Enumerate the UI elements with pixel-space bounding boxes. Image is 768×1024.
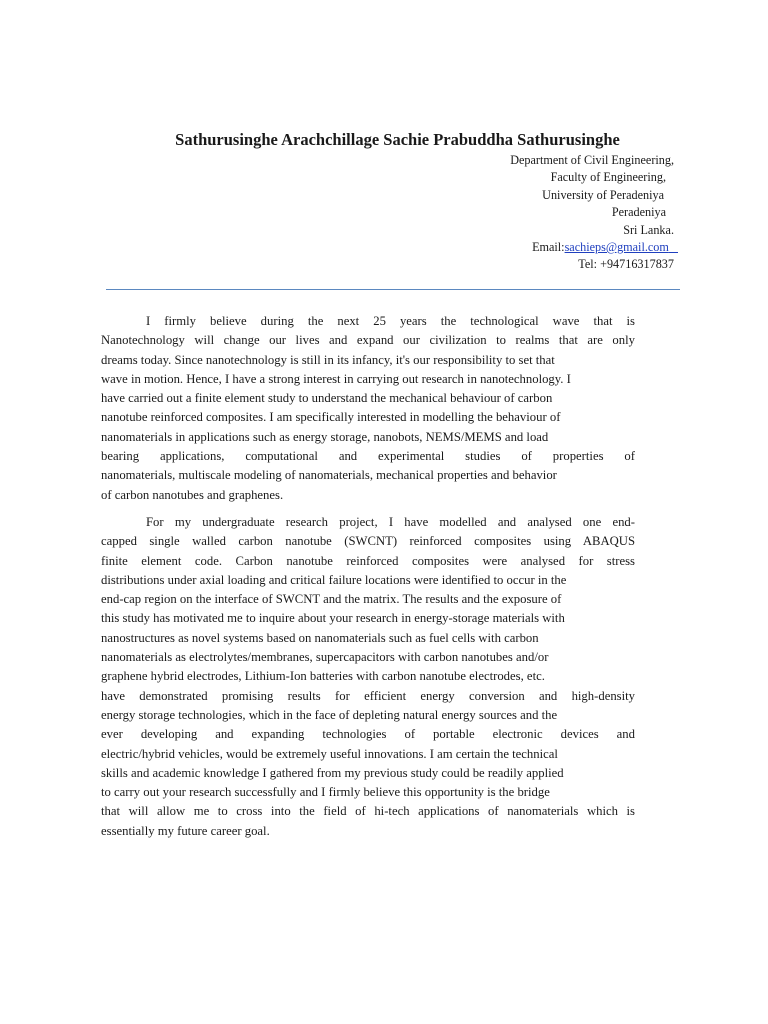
address-university: University of Peradeniya (542, 187, 664, 202)
address-department: Department of Civil Engineering, (510, 153, 674, 167)
text-line: essentially my future career goal. (101, 823, 270, 838)
text-line: graphene hybrid electrodes, Lithium-Ion batteries with carbon nanotube electrodes, etc. (101, 669, 545, 684)
header-divider (106, 289, 680, 290)
letter-body (101, 312, 635, 841)
text-line: For my undergraduate research project, I have modelled and analysed one end- (146, 514, 635, 529)
email-label: Email: (532, 240, 565, 255)
text-line: of carbon nanotubes and graphenes. (101, 487, 284, 502)
text-line: to carry out your research successfully and I firmly believe this opportunity is the bridge (101, 785, 550, 800)
applicant-name: Sathurusinghe Arachchillage Sachie Prabuddha Sathurusinghe (175, 130, 620, 149)
text-line: wave in motion. Hence, I have a strong interest in carrying out research in nanotechnology. I (101, 371, 571, 386)
text-line: distributions under axial loading and critical failure locations were identified to occur in the (101, 572, 567, 587)
text-line: finite element code. Carbon nanotube reinforced composites were analysed for stress (101, 553, 635, 568)
text-line: have carried out a finite element study to understand the mechanical behaviour of carbon (101, 391, 553, 406)
text-line: nanostructures as novel systems based on nanomaterials such as fuel cells with carbon (101, 630, 539, 645)
text-line: Nanotechnology will change our lives and expand our civilization to realms that are only (101, 333, 635, 348)
email-link[interactable]: sachieps@gmail.com (564, 240, 669, 255)
text-line: nanotube reinforced composites. I am specifically interested in modelling the behaviour of (101, 410, 561, 425)
paragraph-1 (101, 312, 635, 505)
text-line: energy storage technologies, which in the face of depleting natural energy sources and the (101, 707, 558, 722)
address-block (400, 152, 674, 274)
text-line: ever developing and expanding technologies of portable electronic devices and (101, 727, 635, 742)
address-telephone: Tel: +94716317837 (578, 257, 674, 272)
text-line: nanomaterials as electrolytes/membranes, supercapacitors with carbon nanotubes and/or (101, 650, 549, 665)
text-line: nanomaterials, multiscale modeling of nanomaterials, mechanical properties and behavior (101, 468, 557, 483)
address-faculty: Faculty of Engineering, (550, 170, 666, 185)
text-line: I firmly believe during the next 25 years the technological wave that is (146, 314, 635, 328)
email-link-underline-space (669, 240, 678, 254)
text-line: capped single walled carbon nanotube (SWCNT) reinforced composites using ABAQUS (101, 534, 635, 549)
text-line: skills and academic knowledge I gathered from my previous study could be readily applied (101, 765, 564, 780)
address-email-line (400, 239, 678, 256)
address-country: Sri Lanka. (623, 222, 674, 237)
text-line: bearing applications, computational and experimental studies of properties of (101, 449, 635, 464)
text-line: electric/hybrid vehicles, would be extremely useful innovations. I am certain the technical (101, 746, 558, 761)
text-line: this study has motivated me to inquire about your research in energy-storage materials with (101, 611, 565, 626)
address-city: Peradeniya (611, 205, 666, 220)
text-line: dreams today. Since nanotechnology is still in its infancy, it's our responsibility to set that (101, 352, 555, 367)
text-line: end-cap region on the interface of SWCNT and the matrix. The results and the exposure of (101, 592, 562, 607)
paragraph-2 (101, 513, 635, 841)
text-line: nanomaterials in applications such as energy storage, nanobots, NEMS/MEMS and load (101, 429, 549, 444)
text-line: that will allow me to cross into the field of hi-tech applications of nanomaterials which is (101, 804, 635, 819)
text-line: have demonstrated promising results for efficient energy conversion and high-density (101, 688, 635, 703)
